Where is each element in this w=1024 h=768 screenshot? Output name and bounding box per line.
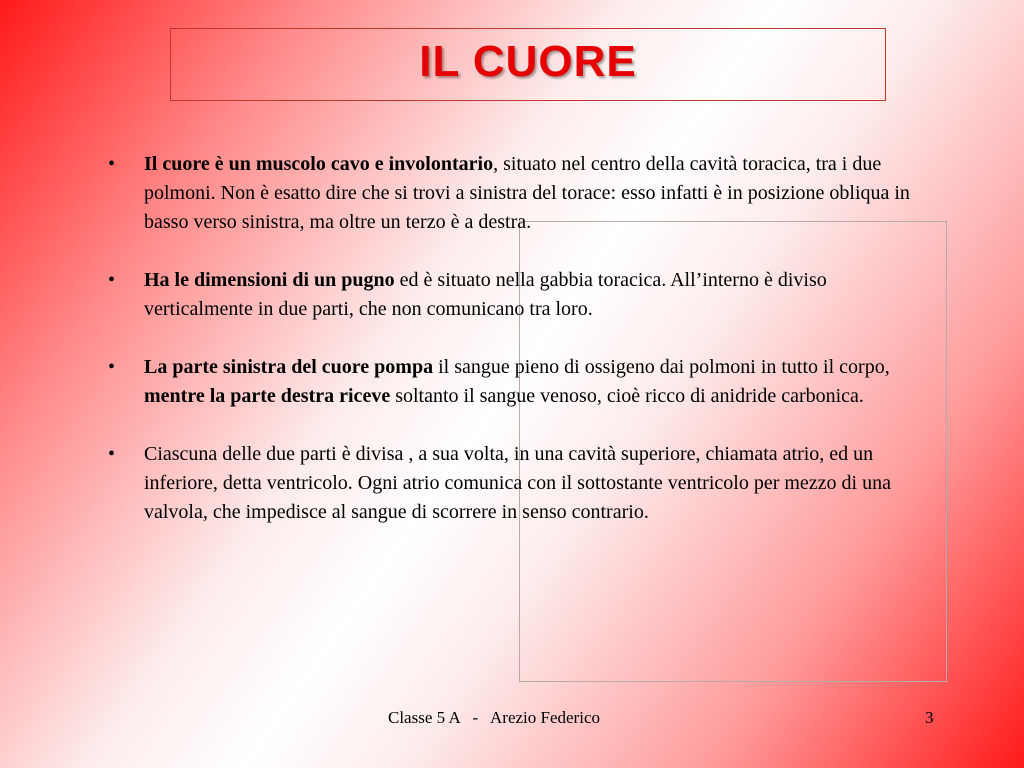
bullet-marker: • bbox=[108, 443, 116, 465]
footer-author: Classe 5 A - Arezio Federico bbox=[388, 708, 600, 727]
bullet-text-bold: mentre la parte destra riceve bbox=[144, 385, 391, 407]
bullet-marker: • bbox=[108, 153, 116, 175]
bullet-item-2 bbox=[108, 266, 916, 324]
bullet-text-bold: Ha le dimensioni di un pugno bbox=[144, 269, 395, 291]
slide-title: IL CUORE bbox=[419, 36, 637, 86]
bullet-text: soltanto il sangue venoso, cioè ricco di anidride carbonica. bbox=[390, 385, 864, 407]
bullet-list bbox=[108, 150, 916, 556]
bullet-marker: • bbox=[108, 356, 116, 378]
bullet-text: Ciascuna delle due parti è divisa , a sua volta, in una cavità superiore, chiamata atrio, ed un inferiore, detta ventricolo. Ogni atrio comunica con il sottostante ventricolo per mezzo di una valvola, che impedisce al sangue di scorrere in senso contrario. bbox=[144, 443, 891, 523]
bullet-text: , situato nel centro della cavità toracica, tra i due polmoni. Non è esatto dire che si trovi a sinistra del torace: esso infatti è in posizione obliqua in basso verso sinistra, ma oltre un terzo è a destra. bbox=[144, 153, 910, 233]
bullet-item-1 bbox=[108, 150, 916, 237]
title-box bbox=[170, 28, 886, 101]
bullet-text: il sangue pieno di ossigeno dai polmoni in tutto il corpo, bbox=[433, 356, 890, 378]
bullet-text-bold: La parte sinistra del cuore pompa bbox=[144, 356, 434, 378]
bullet-item-3 bbox=[108, 353, 916, 411]
bullet-text-bold: Il cuore è un muscolo cavo e involontario bbox=[144, 153, 494, 175]
bullet-item-4 bbox=[108, 440, 916, 527]
bullet-marker: • bbox=[108, 269, 116, 291]
bullet-text: ed è situato nella gabbia toracica. All’interno è diviso verticalmente in due parti, che non comunicano tra loro. bbox=[144, 269, 827, 320]
page-number: 3 bbox=[925, 708, 934, 727]
